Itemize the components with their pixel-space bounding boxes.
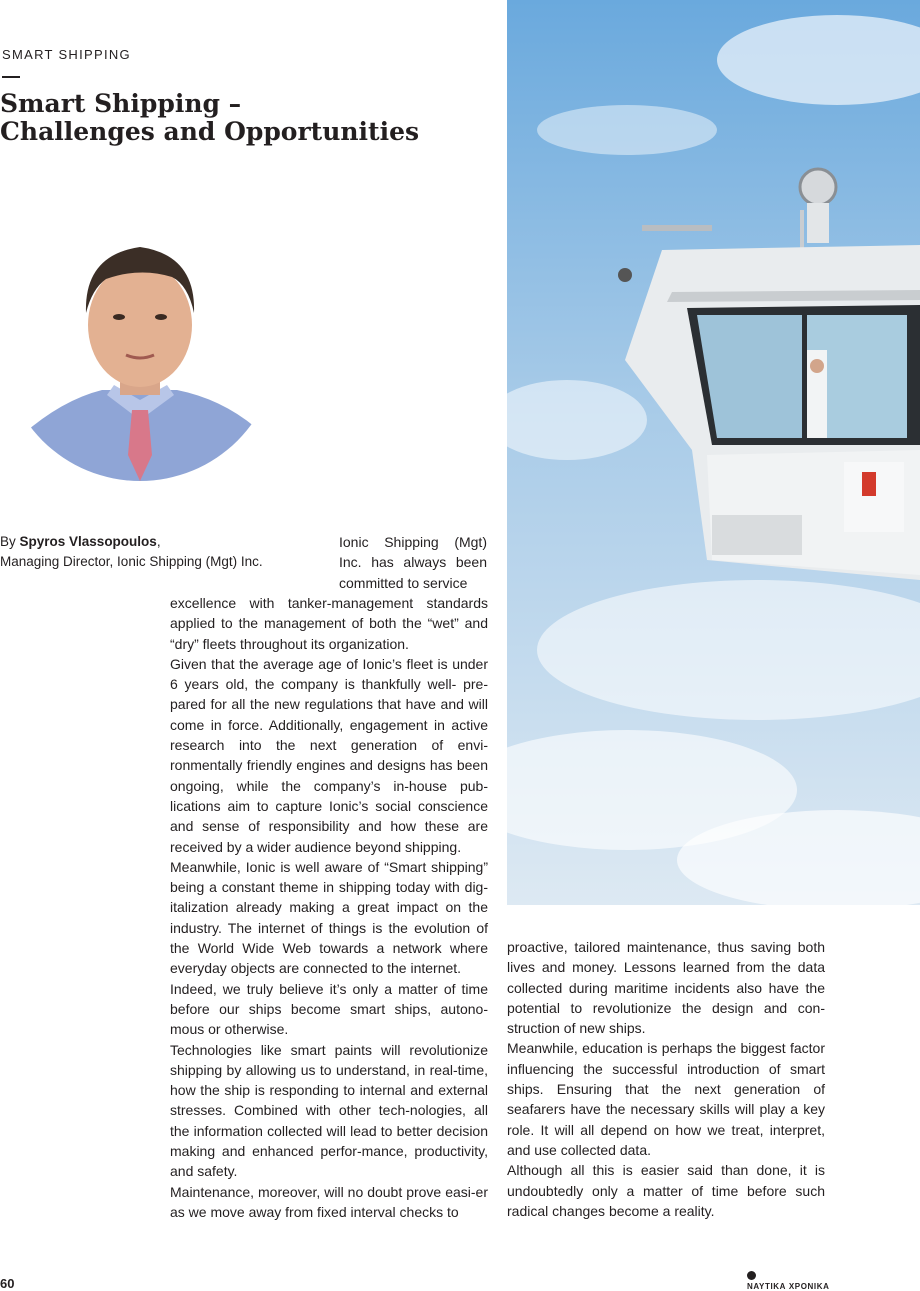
photo-illustration: [507, 0, 920, 905]
portrait-illustration: [2, 205, 278, 481]
title-line-1: Smart Shipping –: [0, 89, 242, 118]
byline: [0, 532, 320, 572]
publication-logo: [747, 1271, 830, 1291]
paragraph: Technologies like smart paints will revolutionize shipping by allowing us to understand, in real-time, how the ship is responding to internal and external stresses. Combined with other tech-nologies, all the information collected will lead to better decision making and enhanced perfor-mance, productivity, and safety.: [170, 1041, 488, 1180]
publication-name: ΝΑΥΤΙΚΑ ΧΡΟΝΙΚΑ: [747, 1282, 830, 1291]
author-name: Spyros Vlassopoulos: [19, 534, 157, 549]
intro-paragraph: Ionic Shipping (Mgt) Inc. has always been committed to service: [339, 534, 487, 591]
title-line-2: Challenges and Opportunities: [0, 117, 420, 146]
paragraph: Indeed, we truly believe it’s only a matter of time before our ships become smart ships, autono-mous or otherwise.: [170, 980, 488, 1038]
paragraph: Although all this is easier said than done, it is undoubtedly only a matter of time before such radical changes become a reality.: [507, 1162, 825, 1219]
paragraph: proactive, tailored maintenance, thus saving both lives and money. Lessons learned from the data collected during maritime incidents also have the potential to revolutionize the design and con-struction of new ships.: [507, 939, 825, 1037]
article-intro: [339, 532, 487, 593]
author-role: Managing Director, Ionic Shipping (Mgt) Inc.: [0, 554, 263, 569]
byline-suffix: ,: [156, 534, 161, 549]
paragraph: Meanwhile, Ionic is well aware of “Smart shipping” being a constant theme in shipping today with dig-italization already making a great impact on the industry. The internet of things is the evolution of the World Wide Web towards a network where everyday objects are connected to the internet.: [170, 858, 488, 977]
article-column-1: [170, 593, 488, 1222]
byline-prefix: By: [0, 534, 20, 549]
page-number: 60: [0, 1276, 15, 1291]
ship-bridge-photo: [507, 0, 920, 905]
logo-icon: [747, 1271, 756, 1280]
section-rule: [2, 76, 20, 78]
paragraph: excellence with tanker-management standards applied to the management of both the “wet” and “dry” fleets throughout its organization.: [170, 595, 488, 652]
article-title: [0, 90, 490, 146]
paragraph: Given that the average age of Ionic’s fleet is under 6 years old, the company is thankfully well- pre-pared for all the new regulations that have and will come in force. Additionally, engagement in active research into the next generation of envi-ronmentally friendly engines and designs has been ongoing, while the company’s in-house pub-lications aim to capture Ionic’s social conscience and sense of responsibility and how these are received by a wider audience beyond shipping.: [170, 655, 488, 855]
paragraph: Maintenance, moreover, will no doubt prove easi-er as we move away from fixed interval checks to: [170, 1183, 488, 1220]
article-column-2: [507, 937, 825, 1221]
section-label: SMART SHIPPING: [2, 47, 131, 62]
author-portrait: [2, 205, 278, 481]
paragraph: Meanwhile, education is perhaps the biggest factor influencing the successful introduction of smart ships. Ensuring that the next generation of seafarers have the necessary skills will play a key role. It will all depend on how we treat, interpret, and use collected data.: [507, 1040, 825, 1158]
